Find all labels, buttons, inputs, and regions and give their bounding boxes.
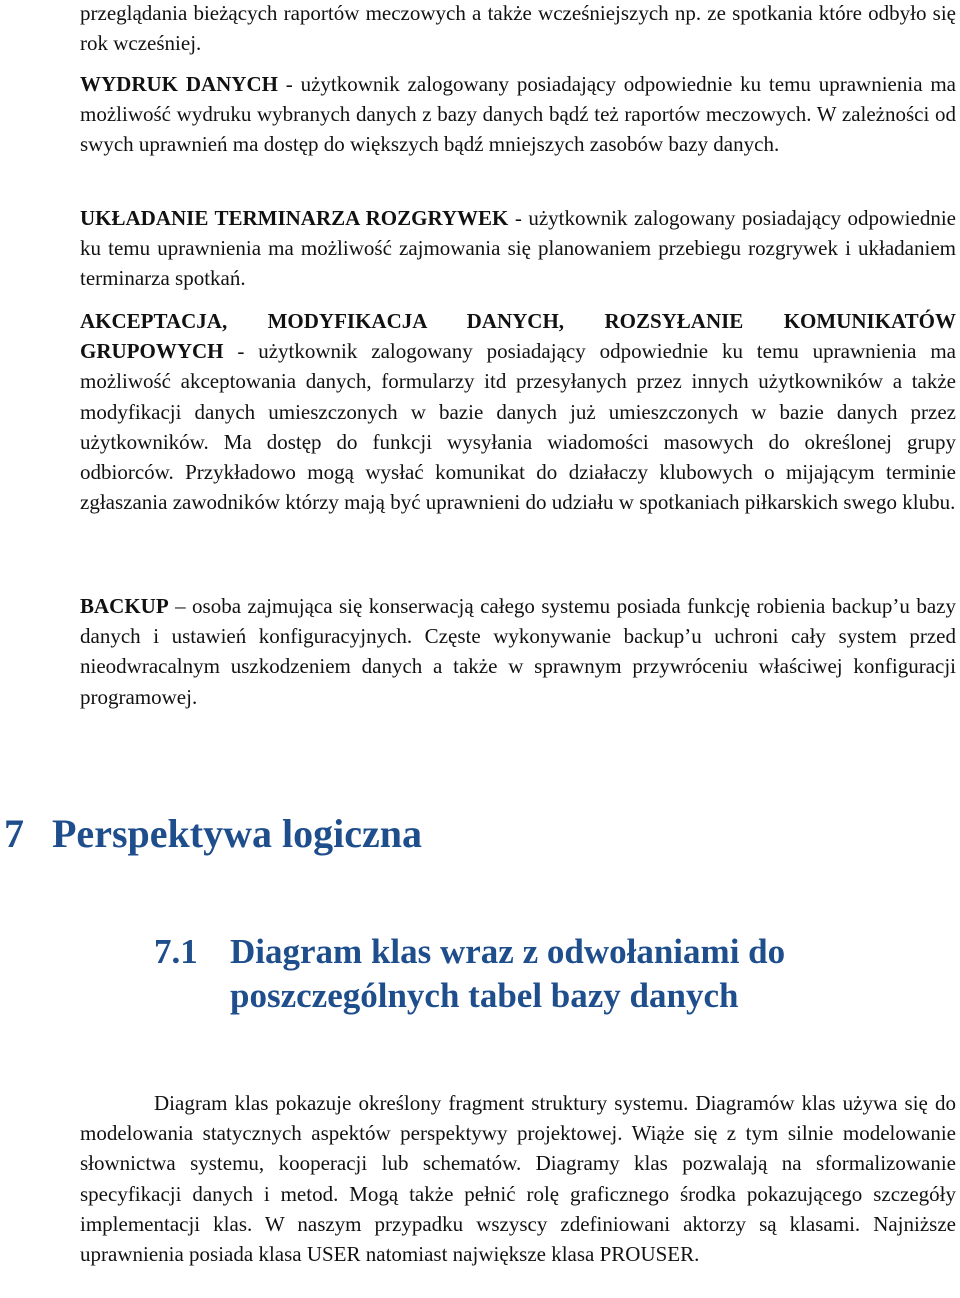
paragraph-wydruk-danych: [80, 69, 956, 160]
paragraph-text: - użytkownik zalogowany posiadający odpowiednie ku temu uprawnienia ma możliwość akceptowania danych, formularzy itd przesyłanych przez innych użytkowników a także modyfikacji danych umieszczonych w bazie danych już umieszczonych w bazie danych przez użytkowników. Ma dostęp do funkcji wysyłania wiadomości masowych do określonej grupy odbiorców. Przykładowo mogą wysłać komunikat do działaczy klubowych o mijającym terminie zgłaszania zawodników którzy mają być uprawnieni do udziału w spotkaniach piłkarskich swego klubu.: [80, 339, 956, 515]
term-wydruk-danych: WYDRUK DANYCH: [80, 72, 278, 96]
section-number: 7: [4, 811, 24, 856]
section-heading-7: [4, 808, 422, 860]
paragraph-continuation: [80, 0, 956, 58]
paragraph-ukladanie-terminarza: [80, 203, 956, 294]
paragraph-text: – osoba zajmująca się konserwacją całego systemu posiada funkcję robienia backup’u bazy danych i ustawień konfiguracyjnych. Częste wykonywanie backup’u uchroni cały system przed nieodwracalnym uszkodzeniem danych a także w sprawnym przywróceniu właściwej konfiguracji programowej.: [80, 594, 956, 709]
term-backup: BACKUP: [80, 594, 169, 618]
subsection-title: Diagram klas wraz z odwołaniami do poszczególnych tabel bazy danych: [230, 932, 786, 1015]
section-title: Perspektywa logiczna: [52, 811, 422, 856]
paragraph-text: Diagram klas pokazuje określony fragment struktury systemu. Diagramów klas używa się do modelowania statycznych aspektów perspektywy projektowej. Wiąże się z tym silnie modelowanie słownictwa systemu, kooperacji lub schematów. Diagramy klas pozwalają na sformalizowanie specyfikacji danych i metod. Mogą także pełnić rolę graficznego środka pokazującego szczegóły implementacji klas. W naszym przypadku wszyscy zdefiniowani aktorzy są klasami. Najniższe uprawnienia posiada klasa USER natomiast największe klasa PROUSER.: [80, 1091, 956, 1267]
paragraph-text: - użytkownik zalogowany posiadający odpowiednie ku temu uprawnienia ma możliwość zajmowania się planowaniem przebiegu rozgrywek i układaniem terminarza spotkań.: [80, 206, 956, 291]
term-akceptacja-modyfikacja: AKCEPTACJA, MODYFIKACJA DANYCH, ROZSYŁANIE KOMUNIKATÓW GRUPOWYCH: [80, 309, 956, 364]
subsection-number: 7.1: [154, 932, 198, 971]
subsection-heading-7-1: [154, 930, 930, 1018]
paragraph-text: przeglądania bieżących raportów meczowych a także wcześniejszych np. ze spotkania które odbyło się rok wcześniej.: [80, 1, 956, 56]
paragraph-backup: [80, 591, 956, 712]
paragraph-akceptacja-modyfikacja: [80, 306, 956, 517]
paragraph-diagram-klas: [80, 1088, 956, 1269]
paragraph-text: - użytkownik zalogowany posiadający odpowiednie ku temu uprawnienia ma możliwość wydruku wybranych danych z bazy danych bądź też raportów meczowych. W zależności od swych uprawnień ma dostęp do większych bądź mniejszych zasobów bazy danych.: [80, 72, 956, 157]
term-ukladanie-terminarza: UKŁADANIE TERMINARZA ROZGRYWEK: [80, 206, 509, 230]
